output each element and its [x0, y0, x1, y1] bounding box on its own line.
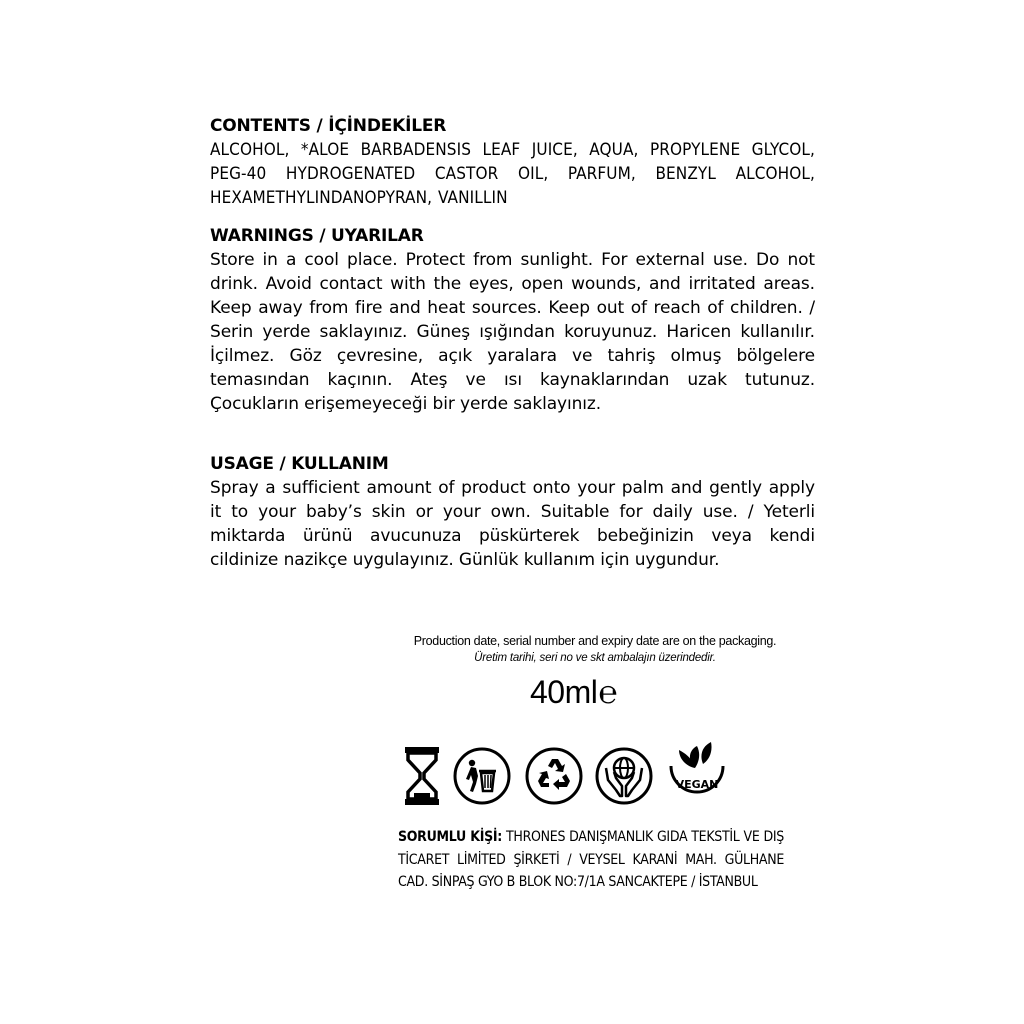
usage-section — [210, 452, 815, 572]
usage-body: Spray a sufficient amount of product onto your palm and gently apply it to your baby’s skin or your own. Suitable for daily use. / Yeterli miktarda ürünü avucunuza püskürterek bebeğinizin veya kendi cildinize nazikçe uygulayınız. Günlük kullanım için uygundur. — [210, 478, 815, 570]
usage-title: USAGE / KULLANIM — [210, 454, 389, 474]
volume-label — [530, 672, 617, 712]
hands-globe-icon — [594, 746, 654, 806]
vegan-label: VEGAN — [675, 778, 719, 791]
production-note-en: Production date, serial number and expiry date are on the packaging. — [413, 634, 777, 648]
hourglass-icon — [404, 746, 440, 806]
tidyman-icon — [452, 746, 512, 806]
recycle-icon — [524, 746, 584, 806]
responsible-text: THRONES DANIŞMANLIK GIDA TEKSTİL VE DIŞ TİCARET LİMİTED ŞİRKETİ / VEYSEL KARANİ MAH. GÜLHANE CAD. SİNPAŞ GYO B BLOK NO:7/1A SANCAKTEPE / İSTANBUL — [398, 829, 785, 890]
responsible-lead: SORUMLU KİŞİ: — [398, 829, 503, 845]
vegan-icon — [663, 740, 731, 810]
contents-title: CONTENTS / İÇİNDEKİLER — [210, 116, 447, 136]
warnings-section — [210, 224, 815, 416]
production-note-tr: Üretim tarihi, seri no ve skt ambalajın üzerindedir. — [474, 652, 716, 664]
volume-value: 40ml — [530, 674, 598, 710]
responsible-person — [398, 826, 784, 894]
estimated-sign-icon: ℮ — [598, 674, 618, 710]
warnings-body: Store in a cool place. Protect from sunlight. For external use. Do not drink. Avoid contact with the eyes, open wounds, and irritated areas. Keep away from fire and heat sources. Keep out of reach of children. / Serin yerde saklayınız. Güneş ışığından koruyunuz. Haricen kullanılır. İçilmez. Göz çevresine, açık yaralara ve tahriş olmuş bölgelere temasından kaçının. Ateş ve ısı kaynaklarından uzak tutunuz. Çocukların erişemeyeceği bir yerde saklayınız. — [210, 250, 815, 414]
warnings-title: WARNINGS / UYARILAR — [210, 226, 424, 246]
contents-section — [210, 114, 815, 210]
packaging-notes — [380, 633, 810, 666]
contents-body: ALCOHOL, *ALOE BARBADENSIS LEAF JUICE, AQUA, PROPYLENE GLYCOL, PEG-40 HYDROGENATED CASTOR OIL, PARFUM, BENZYL ALCOHOL, HEXAMETHYLINDANOPYRAN, VANILLIN — [210, 140, 815, 208]
symbol-row — [400, 740, 735, 810]
